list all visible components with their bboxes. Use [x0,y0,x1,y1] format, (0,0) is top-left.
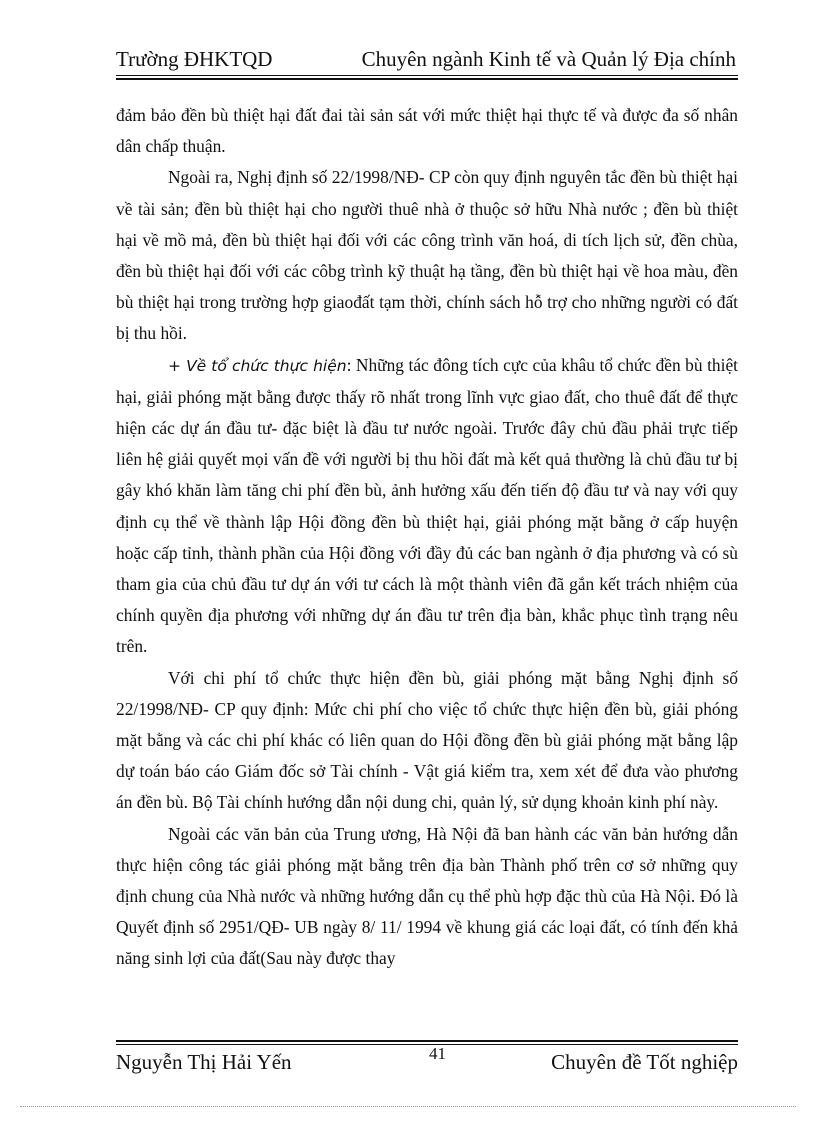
paragraph-5: Ngoài các văn bản của Trung ương, Hà Nội đã ban hành các văn bản hướng dẫn thực hiện công tác giải phóng mặt bằng trên địa bàn Thành phố trên cơ sở những quy định chung của Nhà nước và những hướng dẫn cụ thể phù hợp đặc thù của Hà Nội. Đó là Quyết định số 2951/QĐ- UB ngày 8/ 11/ 1994 về khung giá các loại đất, có tính đến khả năng sinh lợi của đất(Sau này được thay [116,823,738,969]
footer-rule-thin [116,1044,738,1045]
paragraph-3-rest: : Những tác đông tích cực của khâu tổ chức đền bù thiệt hại, giải phóng mặt bằng được thấy rõ nhất trong lĩnh vực giao đất, cho thuê đất để thực hiện các dự án đầu tư- đặc biệt là đầu tư nước ngoài. Trước đây chủ đầu phải trực tiếp liên hệ giải quyết mọi vấn đề với người bị thu hồi đất mà kết quả thường là chủ đầu tư bị gây khó khăn làm tăng chi phí đền bù, ảnh hưởng xấu đến tiến độ đầu tư và nay với quy định cụ thể về thành lập Hội đồng đền bù thiệt hại, giải phóng mặt bằng ở cấp huyện hoặc cấp tỉnh, thành phần của Hội đồng với đầy đủ các ban ngành ở địa phương và có sù tham gia của chủ đầu tư dự án với tư cách là một thành viên đã gắn kết trách nhiệm của chính quyền địa phương với những dự án đầu tư trên địa bàn, khắc phục tình trạng nêu trên. [116,354,738,657]
paragraph-1: đảm bảo đền bù thiệt hại đất đai tài sản sát với mức thiệt hại thực tế và được đa số nhân dân chấp thuận. [116,105,738,157]
paragraph-3 [116,350,738,663]
header-rule-thick [116,78,738,80]
body-text [116,100,738,975]
header-rule-thin [116,75,738,76]
header-school: Trường ĐHKTQD [116,47,273,71]
footer-author: Nguyễn Thị Hải Yến [116,1050,292,1074]
footer-title: Chuyên đề Tốt nghiệp [551,1050,738,1074]
bottom-dotted-line [20,1106,796,1108]
page-number: 41 [429,1044,446,1063]
paragraph-2: Ngoài ra, Nghị định số 22/1998/NĐ- CP còn quy định nguyên tắc đền bù thiệt hại về tài sản; đền bù thiệt hại cho người thuê nhà ở thuộc sở hữu Nhà nước ; đền bù thiệt hại về mồ mả, đền bù thiệt hại đối với các công trình văn hoá, di tích lịch sử, đền chùa, đền bù thiệt hại đối với các côbg trình kỹ thuật hạ tầng, đền bù thiệt hại về hoa màu, đền bù thiệt hại trong trường hợp giaođất tạm thời, chính sách hỗ trợ cho những người có đất bị thu hồi. [116,167,738,344]
header-major: Chuyên ngành Kinh tế và Quản lý Địa chính [361,47,736,71]
page-header [116,44,738,74]
paragraph-3-lead: + Về tổ chức thực hiện [168,356,347,375]
footer-rule-thick [116,1040,738,1042]
page-footer [116,1040,738,1080]
paragraph-4: Với chi phí tổ chức thực hiện đền bù, giải phóng mặt bằng Nghị định số 22/1998/NĐ- CP quy định: Mức chi phí cho việc tổ chức thực hiện đền bù, giải phóng mặt bằng và các chi phí khác có liên quan do Hội đồng đền bù giải phóng mặt bằng lập dự toán báo cáo Giám đốc sở Tài chính - Vật giá kiểm tra, xem xét để đưa vào phương án đền bù. Bộ Tài chính hướng dẫn nội dung chi, quản lý, sử dụng khoản kinh phí này. [116,667,738,813]
